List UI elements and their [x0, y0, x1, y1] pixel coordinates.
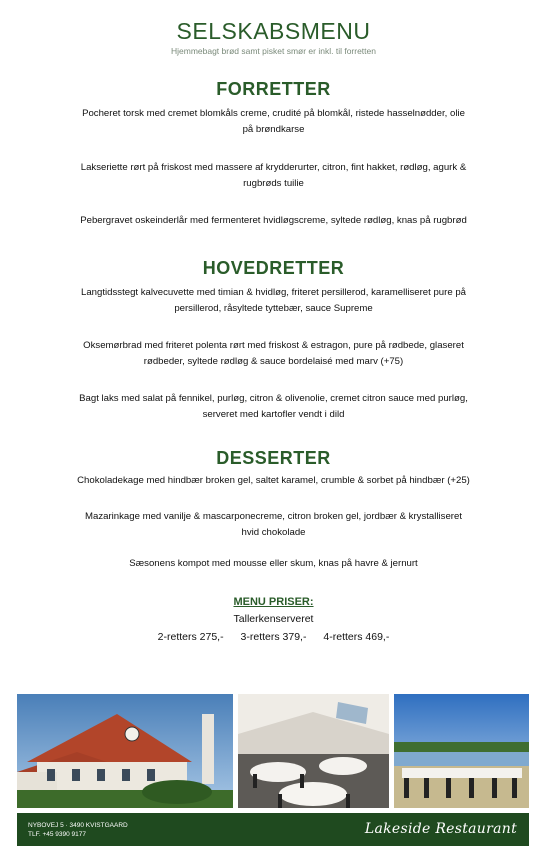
page-subtitle: Hjemmebagt brød samt pisket smør er inkl. til forretten — [170, 46, 376, 56]
dish-line: Pocheret torsk med cremet blomkåls creme, crudité på blomkål, ristede hasselnødder, olie — [82, 108, 465, 119]
dish-line: Sæsonens kompot med mousse eller skum, knas på havre & jernurt — [129, 558, 418, 569]
starter-item — [60, 106, 487, 138]
prices-heading: MENU PRISER: — [233, 596, 314, 608]
dining-room-photo — [238, 694, 389, 808]
dish-line: serveret med kartofler vendt i dild — [202, 409, 345, 420]
starter-item — [60, 160, 487, 192]
price-three-courses: 3-retters 379,- — [240, 631, 307, 643]
prices-serving: Tallerkenserveret — [233, 613, 314, 625]
dish-line: rugbrøds tuilie — [243, 178, 304, 189]
dish-line: Chokoladekage med hindbær broken gel, saltet karamel, crumble & sorbet på hindbær (+25) — [77, 475, 470, 486]
dish-line: Oksemørbrad med friteret polenta rørt med friskost & estragon, pure på rødbede, glaseret — [83, 340, 464, 351]
dessert-item — [60, 556, 487, 572]
main-item — [60, 391, 487, 423]
restaurant-exterior-photo — [17, 694, 233, 808]
mains-heading: HOVEDRETTER — [202, 258, 345, 278]
dish-line: Langtidsstegt kalvecuvette med timian & hvidløg, friteret persillerod, karamelliseret pure på — [81, 287, 466, 298]
dish-line: Mazarinkage med vanilje & mascarponecreme, citron broken gel, jordbær & krystalliseret — [85, 511, 462, 522]
page-title: SELSKABSMENU — [176, 18, 371, 44]
dessert-item — [60, 509, 487, 541]
dish-line: på brøndkarse — [242, 124, 305, 135]
desserts-heading: DESSERTER — [216, 448, 331, 468]
footer-contact — [28, 821, 128, 839]
lakeside-terrace-photo — [394, 694, 529, 808]
footer-bar — [17, 813, 529, 846]
price-two-courses: 2-retters 275,- — [157, 631, 224, 643]
prices-row — [0, 631, 547, 643]
dish-line: Pebergravet oskeinderlår med fermenteret hvidløgscreme, syltede rødløg, knas på rugbrød — [80, 215, 467, 226]
restaurant-logo: Lakeside Restaurant — [364, 821, 517, 837]
dish-line: persillerod, råsyltede tyttebær, sauce Supreme — [174, 303, 373, 314]
main-item — [60, 285, 487, 317]
starters-heading: FORRETTER — [216, 79, 331, 99]
footer-phone: TLF. +45 9390 9177 — [28, 831, 87, 838]
dish-line: rødbeder, syltede rødløg & sauce bordelaisé med marv (+75) — [143, 356, 404, 367]
main-item — [60, 338, 487, 370]
dish-line: hvid chokolade — [241, 527, 306, 538]
footer-address: NYBOVEJ 5 · 3490 KVISTGAARD — [28, 822, 128, 829]
price-four-courses: 4-retters 469,- — [323, 631, 390, 643]
dessert-item — [60, 473, 487, 489]
dish-line: Bagt laks med salat på fennikel, purløg, citron & olivenolie, cremet citron sauce med purløg, — [79, 393, 468, 404]
dish-line: Lakseriette rørt på friskost med massere af krydderurter, citron, fint hakket, rødløg, agurk & — [80, 162, 467, 173]
starter-item — [60, 213, 487, 229]
